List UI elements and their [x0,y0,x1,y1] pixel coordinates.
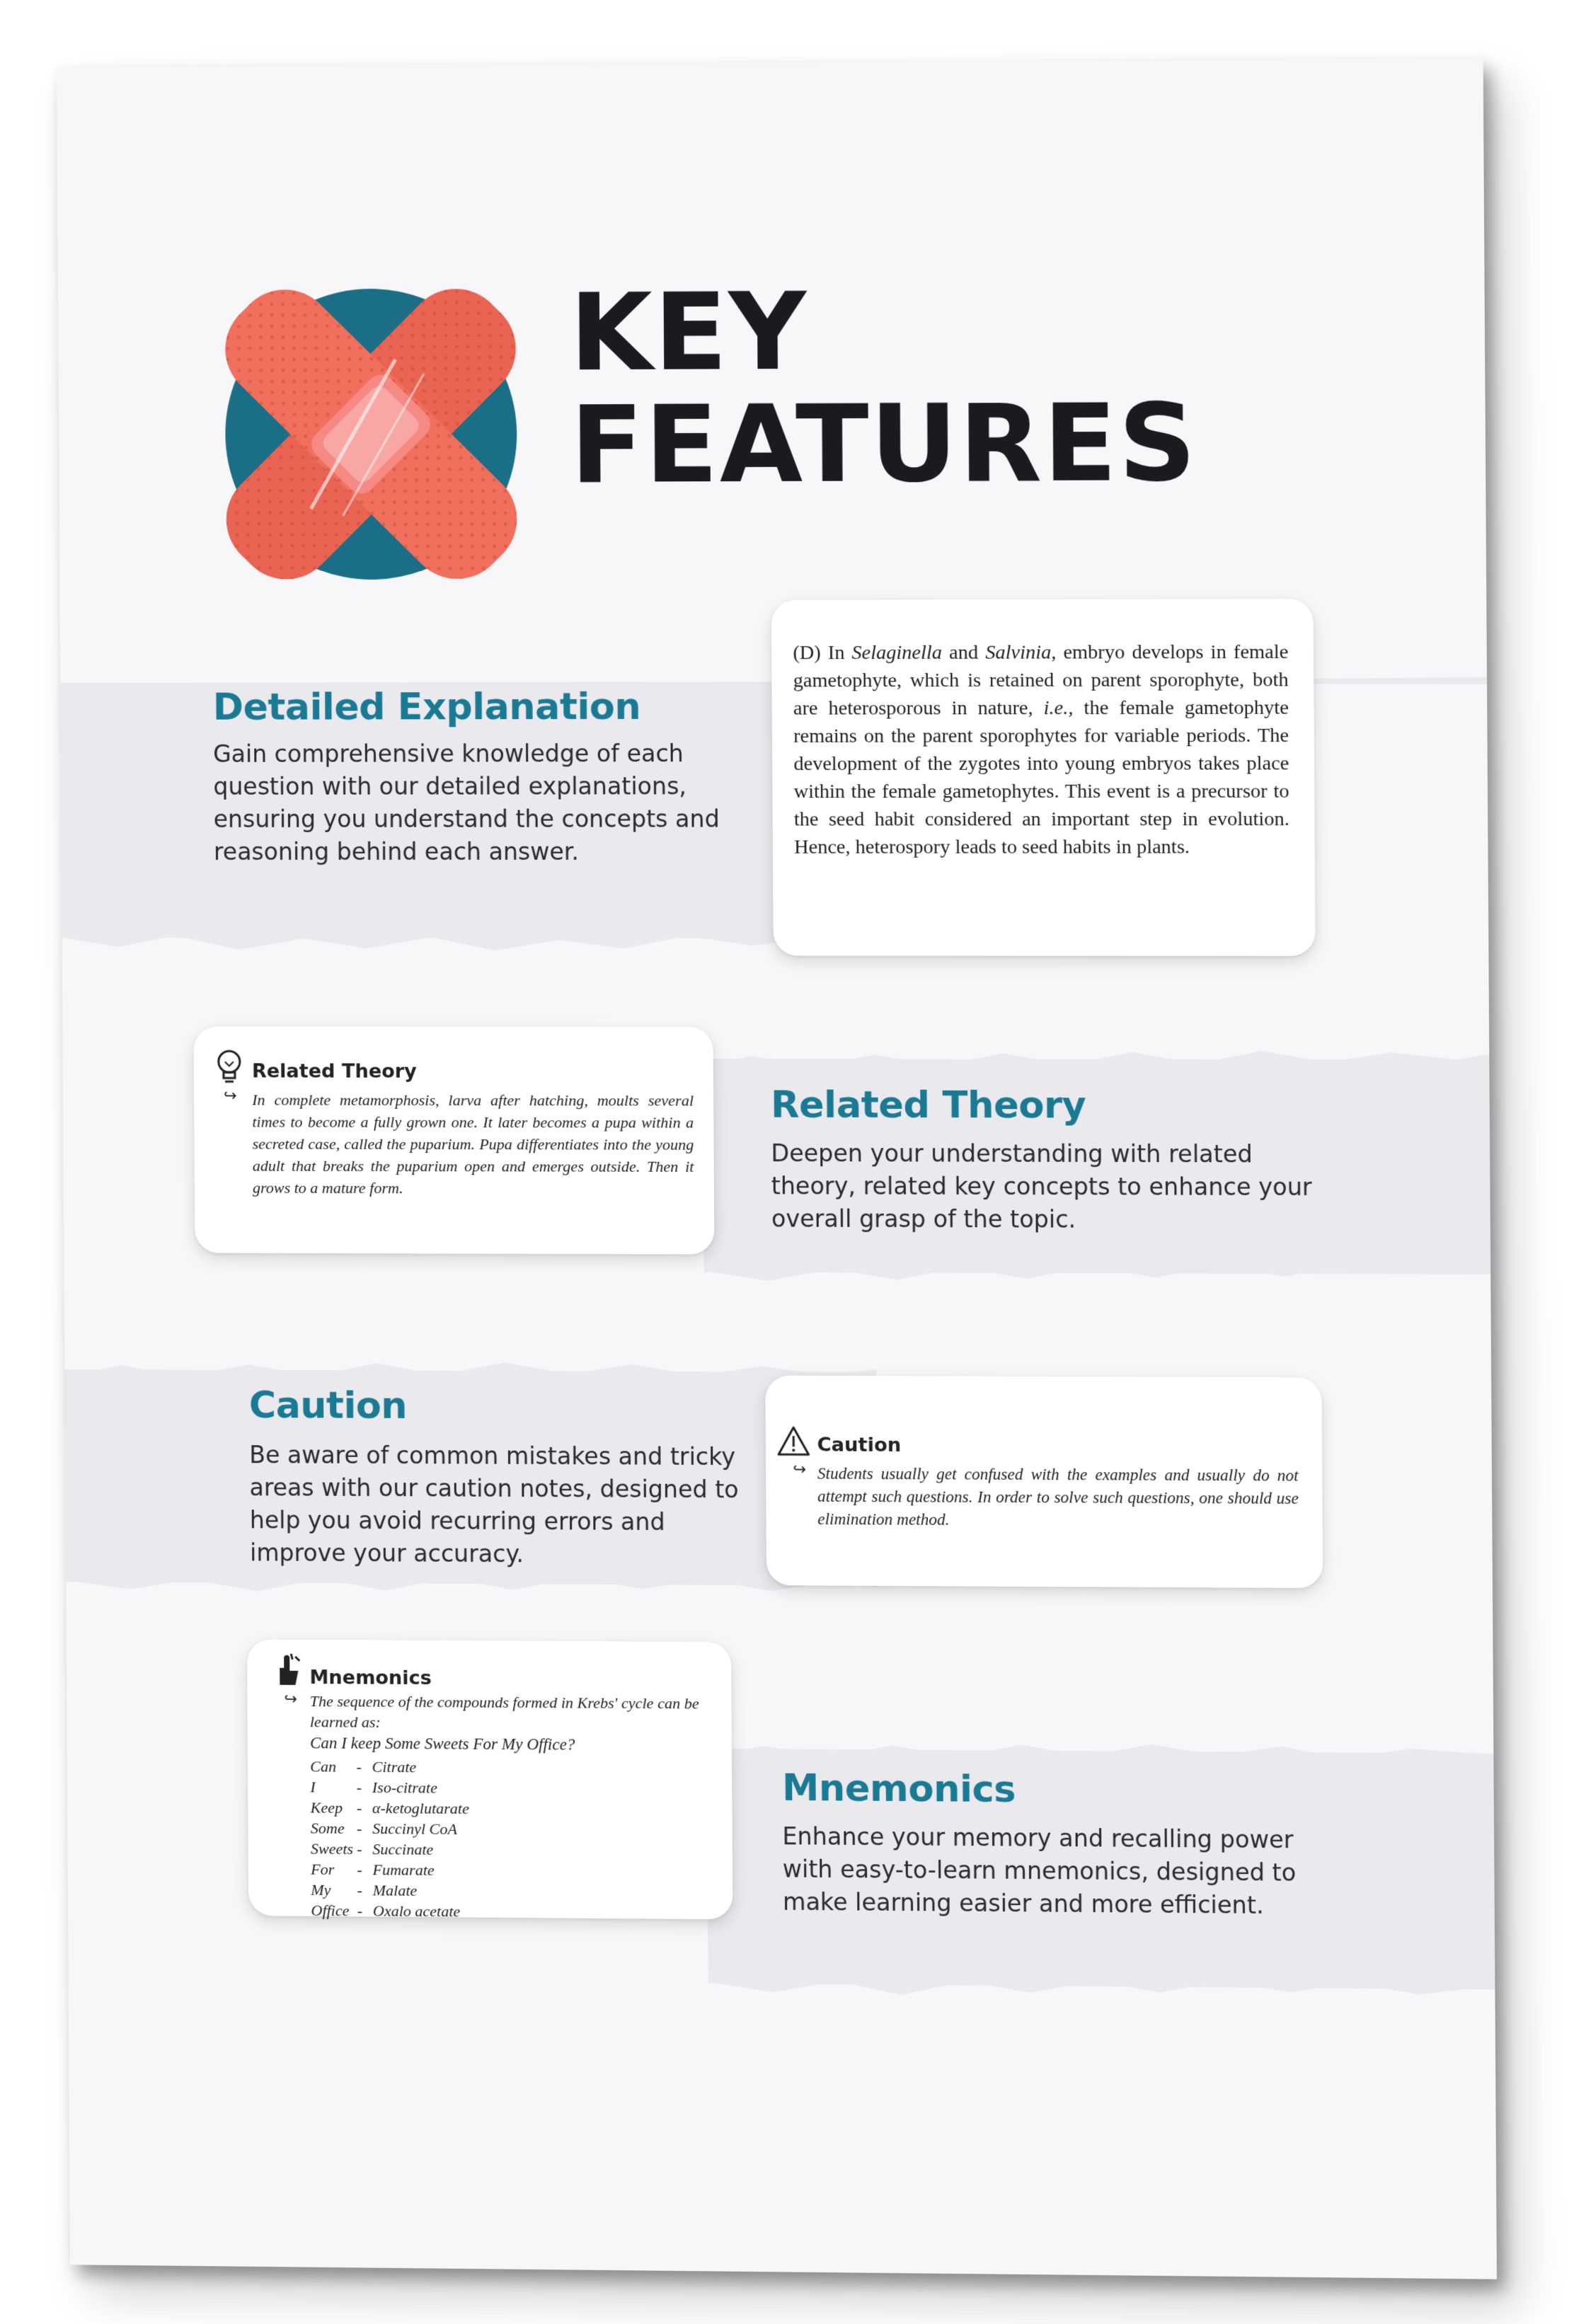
table-row [311,1840,469,1862]
bulb-icon [215,1049,243,1084]
table-row [311,1819,469,1841]
detailed-card-ie: i.e., [1043,696,1074,720]
mnemonic-word: Some [310,1819,345,1837]
title-line-1: KEY [569,270,808,396]
mnemonic-compound: α-ketoglutarate [372,1799,469,1818]
mnemonics-table [310,1757,470,1923]
detailed-card-body-2: the female gametophyte remains on the parent sporophytes for variable periods. The development of the zygotes into young embryos takes place within the female gametophytes. This event is a precursor to the seed habit considered an important step in evolution. Hence, heterospory leads to seed habits in plants. [793,696,1290,858]
mnemonic-compound: Succinate [372,1840,434,1858]
detailed-explanation-heading: Detailed Explanation [212,685,641,729]
title-line-2: FEATURES [570,381,1198,507]
detailed-card-text [793,638,1290,861]
mnemonic-word: My [311,1880,331,1899]
mnemonic-word: For [311,1860,335,1878]
table-row [311,1860,469,1882]
mnemonic-dash: - [356,1798,362,1817]
detailed-card-intro: In [827,641,845,665]
mnemonics-heading: Mnemonics [781,1766,1016,1812]
related-theory-card [193,1026,714,1254]
mnemonic-compound: Malate [372,1881,418,1899]
page-title [569,270,1198,507]
mnemonics-description: Enhance your memory and recalling power with easy-to-learn mnemonics, designed to make learning easier and more efficient. [782,1822,1297,1919]
detailed-explanation-description: Gain comprehensive knowledge of each question with our detailed explanations, ensuring you understand the concepts and reasoning behind each answer. [213,740,720,865]
detailed-card-label: (D) [793,642,821,665]
table-row [311,1902,469,1923]
caution-heading: Caution [248,1384,408,1427]
mnemonic-dash: - [357,1881,362,1899]
related-theory-heading: Related Theory [770,1083,1086,1127]
caution-card [765,1376,1323,1589]
mnemonic-word: Keep [310,1798,343,1817]
warning-icon [776,1425,811,1456]
mnemonic-compound: Succinyl CoA [372,1819,457,1838]
table-row [310,1757,469,1779]
arrow-icon: ↪ [224,1087,237,1105]
caution-card-label: Caution [817,1434,902,1456]
mnemonic-dash: - [356,1757,362,1776]
detailed-card-term1: Selaginella [851,641,943,665]
mnemonic-dash: - [356,1819,362,1838]
detailed-card-and: and [948,641,979,664]
arrow-icon: ↪ [793,1461,807,1479]
table-row [311,1798,469,1820]
mnemonics-card-phrase: Can I keep Some Sweets For My Office? [309,1734,575,1754]
mnemonics-card-intro: The sequence of the compounds formed in Krebs' cycle can be learned as: [309,1692,699,1731]
mnemonic-compound: Iso-citrate [372,1778,437,1797]
related-theory-description: Deepen your understanding with related theory, related key concepts to enhance your overall grasp of the topic. [771,1139,1312,1233]
bandage-logo-icon [217,253,525,623]
mnemonic-compound: Oxalo acetate [372,1902,461,1921]
detailed-card-body: , embryo develops in female gametophyte, which is retained on parent sporophyte, both are heterosporous in nature, [793,640,1289,720]
key-features-page [57,59,1497,2279]
mnemonic-dash: - [356,1778,362,1796]
caution-card-text: Students usually get confused with the examples and usually do not attempt such questions. In order to solve such questions, one should use elimination method. [817,1464,1299,1529]
mnemonic-word: Can [310,1757,337,1776]
mnemonic-compound: Citrate [372,1757,417,1776]
mnemonic-compound: Fumarate [372,1860,435,1879]
arrow-icon: ↪ [284,1690,298,1709]
mnemonic-word: I [310,1778,316,1796]
mnemonic-dash: - [357,1840,362,1858]
related-card-label: Related Theory [251,1060,417,1083]
table-row [311,1881,469,1903]
detailed-card-term2: Salvinia [985,641,1052,664]
mnemonic-word: Sweets [310,1839,354,1858]
mnemonic-word: Office [311,1901,350,1920]
mnemonic-dash: - [357,1902,363,1920]
mnemonics-card [247,1640,733,1920]
detailed-explanation-card [771,599,1316,956]
related-card-text: In complete metamorphosis, larva after hatching, moults several times to become a fully grown one. It later becomes a pupa within a secreted case, called the puparium. Pupa differentiates into the young adult that breaks the puparium open and emerges outside. Then it grows to a mature form. [252,1091,694,1197]
pointing-hand-icon [274,1654,302,1688]
mnemonic-dash: - [357,1860,362,1879]
table-row [310,1778,469,1800]
mnemonics-card-label: Mnemonics [309,1667,432,1690]
caution-description: Be aware of common mistakes and tricky areas with our caution notes, designed to help you avoid recurring errors and improve your accuracy. [249,1441,739,1568]
